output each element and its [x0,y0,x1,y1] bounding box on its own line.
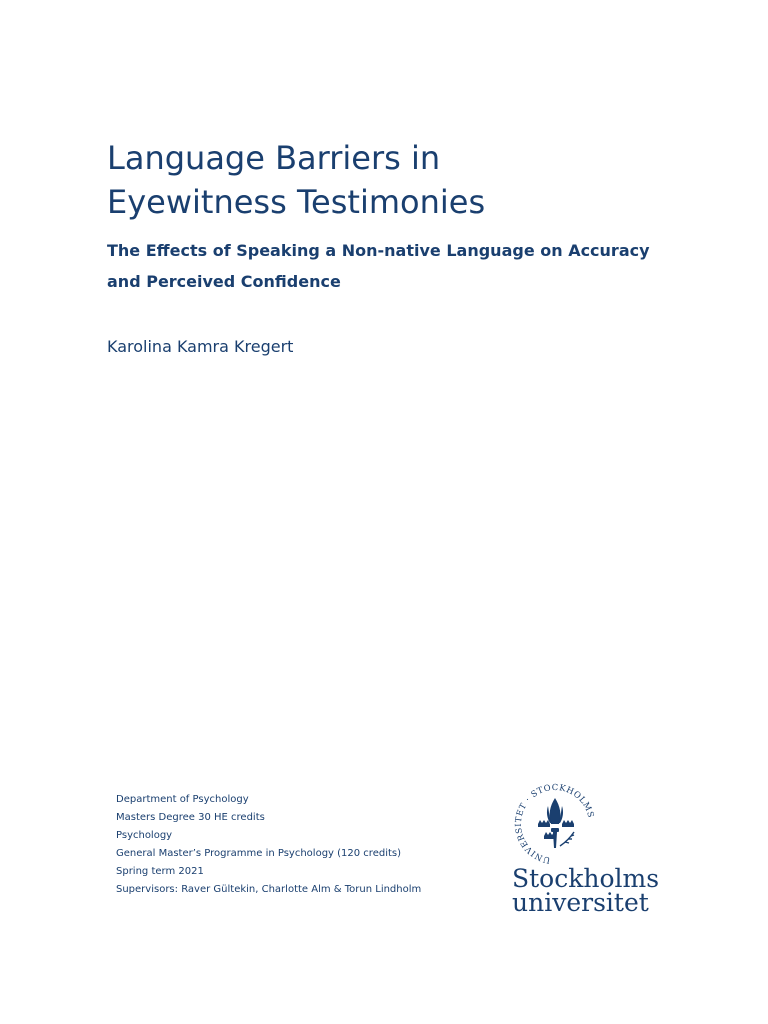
thesis-title [107,136,707,224]
degree: Masters Degree 30 HE credits [116,812,265,823]
thesis-subtitle [107,235,707,297]
thesis-details [116,791,421,899]
thesis-subtitle-line-2: and Perceived Confidence [107,272,341,291]
seal-text: UNIVERSITET · STOCKHOLMS [512,781,597,864]
university-seal-icon [510,780,600,864]
term: Spring term 2021 [116,866,204,877]
supervisors: Supervisors: Raver Gültekin, Charlotte Alm & Torun Lindholm [116,884,422,895]
programme: General Master’s Programme in Psychology (120 credits) [116,848,402,859]
thesis-subtitle-line-1: The Effects of Speaking a Non-native Language on Accuracy [107,241,650,260]
thesis-title-line-1: Language Barriers in [107,139,441,177]
university-logo [504,780,674,920]
laurel-icon [560,832,574,846]
thesis-title-line-2: Eyewitness Testimonies [107,183,486,221]
author-name: Karolina Kamra Kregert [107,337,294,356]
subject: Psychology [116,830,173,841]
wordmark-line-2: universitet [512,888,649,917]
wordmark-line-1: Stockholms [512,864,660,893]
department: Department of Psychology [116,794,249,805]
